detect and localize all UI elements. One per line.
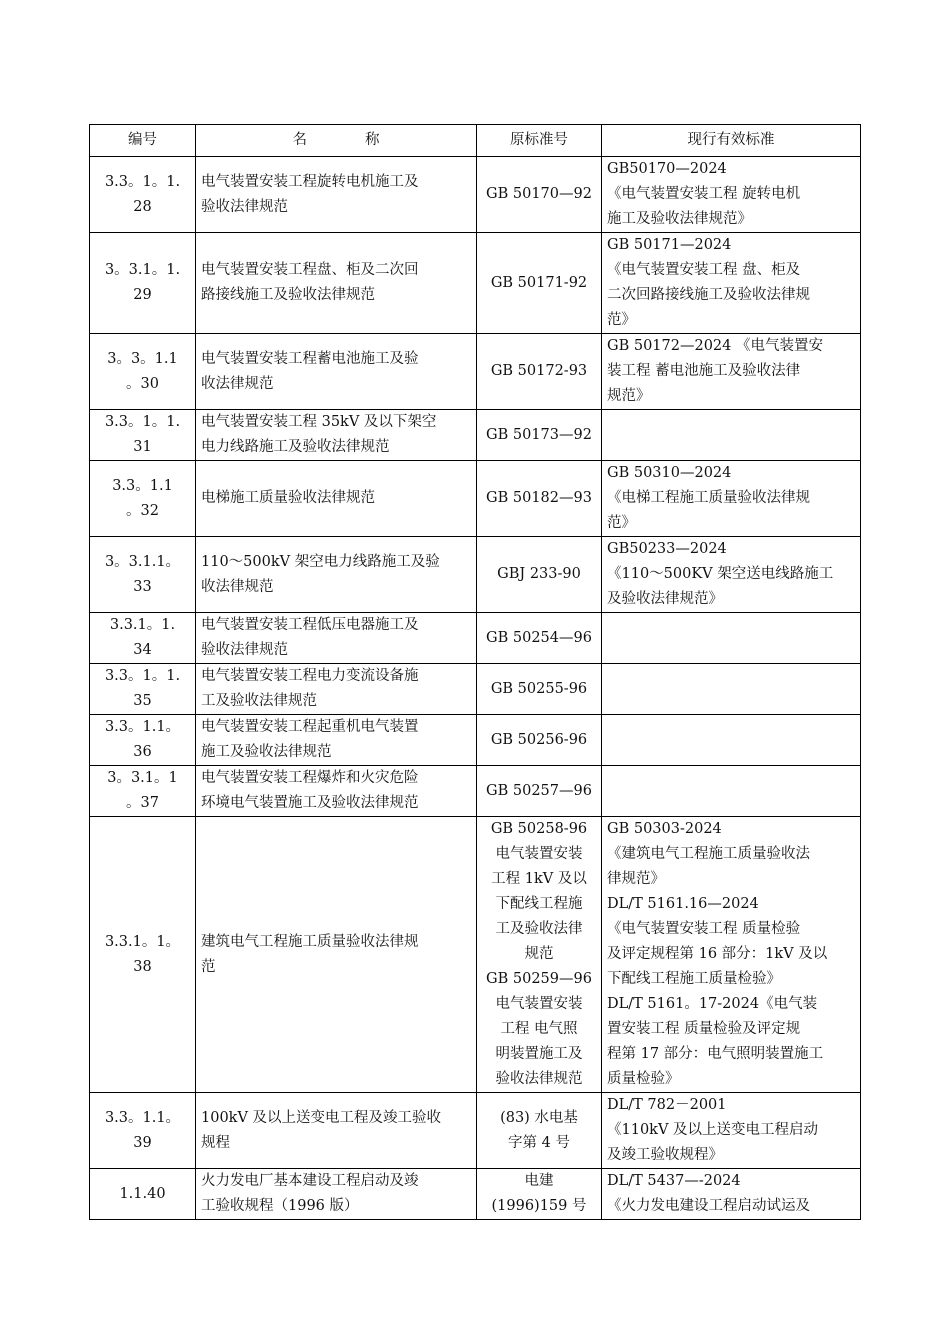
original-standard-cell-line: 工程 电气照 xyxy=(500,1021,578,1037)
number-cell xyxy=(90,461,196,537)
current-standard-cell-line: 质量检验》 xyxy=(607,1071,680,1087)
current-standard-cell xyxy=(602,461,861,537)
header-name: 名 称 xyxy=(196,125,477,157)
table-row xyxy=(90,664,861,715)
current-standard-cell-line: 程第 17 部分：电气照明装置施工 xyxy=(607,1046,824,1062)
original-standard-cell-line: GB 50258-96 xyxy=(490,821,588,837)
number-cell xyxy=(90,766,196,817)
number-cell xyxy=(90,817,196,1093)
original-standard-cell-line: 工及验收法律 xyxy=(495,921,583,937)
number-cell-line: 。32 xyxy=(126,502,159,519)
table-row xyxy=(90,461,861,537)
original-standard-cell-line: 电建 xyxy=(524,1173,554,1189)
original-standard-cell xyxy=(477,664,602,715)
number-cell xyxy=(90,664,196,715)
number-cell-line: 29 xyxy=(133,287,152,303)
original-standard-cell xyxy=(477,766,602,817)
name-cell-line: 施工及验收法律规范 xyxy=(201,744,332,760)
original-standard-cell xyxy=(477,157,602,233)
number-cell-line: 3.3。1.1。 xyxy=(104,719,181,735)
number-cell-line: 3.3。1.1。 xyxy=(104,1109,181,1126)
current-standard-cell-line: 律规范》 xyxy=(607,871,665,887)
current-standard-cell xyxy=(602,715,861,766)
number-cell-line: 3。3.1。1 xyxy=(107,770,178,786)
original-standard-cell-line: GB 50172-93 xyxy=(490,363,588,379)
original-standard-cell-line: 电气装置安装 xyxy=(495,846,583,862)
current-standard-cell xyxy=(602,410,861,461)
name-cell-line: 验收法律规范 xyxy=(201,198,288,215)
name-cell xyxy=(196,537,477,613)
number-cell-line: 28 xyxy=(133,198,152,215)
original-standard-cell-line: GB 50256-96 xyxy=(490,731,588,748)
current-standard-cell-line: 下配线工程施工质量检验》 xyxy=(607,971,781,987)
current-standard-cell-line: DL/T 5161.16—2024 xyxy=(607,896,759,912)
original-standard-cell xyxy=(477,817,602,1093)
number-cell-line: 3。3.1.1。 xyxy=(104,553,181,570)
name-cell-line: 工验收规程（1996 版） xyxy=(201,1198,359,1214)
number-cell-line: 1.1.40 xyxy=(119,1185,166,1202)
current-standard-cell-line: 《火力发电建设工程启动试运及 xyxy=(607,1198,810,1214)
current-standard-cell-line: 《建筑电气工程施工质量验收法 xyxy=(607,846,810,862)
current-standard-cell-line: 二次回路接线施工及验收法律规 xyxy=(607,287,810,303)
current-standard-cell xyxy=(602,334,861,410)
name-cell xyxy=(196,715,477,766)
number-cell xyxy=(90,613,196,664)
name-cell xyxy=(196,334,477,410)
current-standard-cell-line: GB 50310—2024 xyxy=(607,465,732,481)
name-cell-line: 环境电气装置施工及验收法律规范 xyxy=(201,795,419,811)
number-cell-line: 33 xyxy=(133,578,152,595)
name-cell-line: 电气装置安装工程 35kV 及以下架空 xyxy=(201,414,437,430)
number-cell xyxy=(90,410,196,461)
number-cell-line: 3.3。1。1. xyxy=(104,173,181,190)
name-cell-line: 电梯施工质量验收法律规范 xyxy=(201,490,375,506)
number-cell-line: 3.3.1。1。 xyxy=(104,933,181,950)
number-cell-line: 34 xyxy=(133,642,152,658)
current-standard-cell-line: 及验收法律规范》 xyxy=(607,591,723,607)
name-cell xyxy=(196,664,477,715)
current-standard-cell-line: 《110kV 及以上送变电工程启动 xyxy=(607,1122,819,1138)
table-row xyxy=(90,537,861,613)
current-standard-cell-line: 及评定规程第 16 部分：1kV 及以 xyxy=(607,946,828,962)
original-standard-cell-line: GB 50171-92 xyxy=(490,274,588,291)
number-cell-line: 3.3。1。1. xyxy=(104,414,181,430)
number-cell xyxy=(90,233,196,334)
name-cell xyxy=(196,157,477,233)
current-standard-cell-line: 及竣工验收规程》 xyxy=(607,1147,723,1163)
current-standard-cell-line: DL/T 782－2001 xyxy=(607,1097,727,1113)
current-standard-cell-line: 置安装工程 质量检验及评定规 xyxy=(607,1021,801,1037)
current-standard-cell-line: GB 50303-2024 xyxy=(607,821,722,837)
table-row xyxy=(90,157,861,233)
current-standard-cell-line: 《110～500KV 架空送电线路施工 xyxy=(607,566,834,582)
table-row xyxy=(90,334,861,410)
name-cell-line: 工及验收法律规范 xyxy=(201,693,317,709)
original-standard-cell xyxy=(477,537,602,613)
name-cell-line: 电气装置安装工程旋转电机施工及 xyxy=(201,173,419,190)
current-standard-cell xyxy=(602,766,861,817)
name-cell-line: 验收法律规范 xyxy=(201,642,288,658)
number-cell-line: 31 xyxy=(133,439,152,455)
name-cell-line: 收法律规范 xyxy=(201,375,274,392)
original-standard-cell-line: (83) 水电基 xyxy=(500,1109,578,1126)
name-cell-line: 收法律规范 xyxy=(201,578,274,595)
name-cell xyxy=(196,233,477,334)
current-standard-cell xyxy=(602,613,861,664)
table-row xyxy=(90,1093,861,1169)
current-standard-cell-line: GB 50171—2024 xyxy=(607,237,732,253)
table-row xyxy=(90,715,861,766)
current-standard-cell-line: 《电气装置安装工程 旋转电机 xyxy=(607,186,801,202)
original-standard-cell-line: GB 50170—92 xyxy=(486,186,592,202)
original-standard-cell-line: 工程 1kV 及以 xyxy=(491,871,587,887)
current-standard-cell-line: 范》 xyxy=(607,515,636,531)
current-standard-cell-line: DL/T 5161。17-2024《电气装 xyxy=(607,996,818,1012)
original-standard-cell-line: 电气装置安装 xyxy=(495,996,583,1012)
header-current-standard: 现行有效标准 xyxy=(602,125,861,157)
current-standard-cell-line: 《电气装置安装工程 质量检验 xyxy=(607,921,801,937)
name-cell-line: 电气装置安装工程爆炸和火灾危险 xyxy=(201,770,419,786)
current-standard-cell-line: 施工及验收法律规范》 xyxy=(607,211,752,227)
current-standard-cell-line: 《电梯工程施工质量验收法律规 xyxy=(607,490,810,506)
name-cell-line: 电气装置安装工程低压电器施工及 xyxy=(201,617,419,633)
original-standard-cell-line: 规范 xyxy=(524,946,554,962)
number-cell xyxy=(90,715,196,766)
number-cell xyxy=(90,157,196,233)
name-cell-line: 电气装置安装工程起重机电气装置 xyxy=(201,719,419,735)
header-number: 编号 xyxy=(90,125,196,157)
number-cell xyxy=(90,1093,196,1169)
name-cell-line: 电力线路施工及验收法律规范 xyxy=(201,439,390,455)
table-row xyxy=(90,1169,861,1220)
original-standard-cell-line: GB 50173—92 xyxy=(486,426,592,443)
current-standard-cell xyxy=(602,1093,861,1169)
original-standard-cell xyxy=(477,613,602,664)
original-standard-cell-line: 下配线工程施 xyxy=(495,896,583,912)
number-cell-line: 3.3。1.1 xyxy=(112,477,173,494)
number-cell-line: 38 xyxy=(133,958,152,975)
current-standard-cell-line: 《电气装置安装工程 盘、柜及 xyxy=(607,262,801,278)
name-cell xyxy=(196,1169,477,1220)
name-cell-line: 100kV 及以上送变电工程及竣工验收 xyxy=(201,1109,442,1126)
original-standard-cell-line: GB 50254—96 xyxy=(486,629,592,646)
number-cell-line: 39 xyxy=(133,1134,152,1151)
name-cell xyxy=(196,1093,477,1169)
name-cell-line: 电气装置安装工程蓄电池施工及验 xyxy=(201,350,419,367)
name-cell xyxy=(196,817,477,1093)
number-cell-line: 。30 xyxy=(126,375,159,392)
table-header-row xyxy=(90,125,861,157)
original-standard-cell xyxy=(477,715,602,766)
original-standard-cell xyxy=(477,410,602,461)
number-cell xyxy=(90,334,196,410)
table-row xyxy=(90,766,861,817)
current-standard-cell-line: 装工程 蓄电池施工及验收法律 xyxy=(607,363,801,379)
original-standard-cell-line: GB 50182—93 xyxy=(486,490,592,506)
current-standard-cell-line: DL/T 5437—-2024 xyxy=(607,1173,741,1189)
current-standard-cell-line: GB50233—2024 xyxy=(607,541,727,557)
current-standard-cell-line: GB50170—2024 xyxy=(607,161,727,177)
current-standard-cell-line: 范》 xyxy=(607,312,636,328)
number-cell-line: 。37 xyxy=(126,795,159,811)
current-standard-cell xyxy=(602,817,861,1093)
original-standard-cell-line: GBJ 233-90 xyxy=(497,566,581,582)
original-standard-cell-line: GB 50259—96 xyxy=(486,971,592,987)
table-row xyxy=(90,410,861,461)
table-row xyxy=(90,233,861,334)
original-standard-cell xyxy=(477,461,602,537)
current-standard-cell xyxy=(602,664,861,715)
name-cell-line: 110～500kV 架空电力线路施工及验 xyxy=(201,553,440,570)
original-standard-cell xyxy=(477,233,602,334)
number-cell-line: 3.3.1。1. xyxy=(109,617,176,633)
name-cell-line: 电气装置安装工程盘、柜及二次回 xyxy=(201,262,419,278)
number-cell-line: 3.3。1。1. xyxy=(104,668,181,684)
original-standard-cell xyxy=(477,1169,602,1220)
original-standard-cell-line: GB 50257—96 xyxy=(486,782,592,799)
current-standard-cell xyxy=(602,157,861,233)
number-cell xyxy=(90,1169,196,1220)
name-cell-line: 火力发电厂基本建设工程启动及竣 xyxy=(201,1173,419,1189)
number-cell-line: 3。3.1。1. xyxy=(104,262,181,278)
number-cell xyxy=(90,537,196,613)
number-cell-line: 35 xyxy=(133,693,152,709)
standards-table xyxy=(89,124,861,1220)
current-standard-cell xyxy=(602,537,861,613)
original-standard-cell xyxy=(477,334,602,410)
current-standard-cell-line: 规范》 xyxy=(607,388,651,404)
name-cell-line: 范 xyxy=(201,958,216,975)
name-cell-line: 规程 xyxy=(201,1134,230,1151)
table-row xyxy=(90,613,861,664)
original-standard-cell-line: 字第 4 号 xyxy=(508,1134,570,1151)
number-cell-line: 3。3。1.1 xyxy=(107,350,178,367)
original-standard-cell xyxy=(477,1093,602,1169)
current-standard-cell xyxy=(602,1169,861,1220)
original-standard-cell-line: 明装置施工及 xyxy=(495,1046,583,1062)
name-cell xyxy=(196,410,477,461)
number-cell-line: 36 xyxy=(133,744,152,760)
name-cell-line: 建筑电气工程施工质量验收法律规 xyxy=(201,933,419,950)
original-standard-cell-line: GB 50255-96 xyxy=(490,680,588,697)
name-cell-line: 路接线施工及验收法律规范 xyxy=(201,287,375,303)
table-row xyxy=(90,817,861,1093)
name-cell-line: 电气装置安装工程电力变流设备施 xyxy=(201,668,419,684)
name-cell xyxy=(196,613,477,664)
original-standard-cell-line: 验收法律规范 xyxy=(495,1071,583,1087)
current-standard-cell-line: GB 50172—2024 《电气装置安 xyxy=(607,338,823,354)
name-cell xyxy=(196,461,477,537)
current-standard-cell xyxy=(602,233,861,334)
original-standard-cell-line: (1996)159 号 xyxy=(491,1198,587,1214)
header-original-standard: 原标准号 xyxy=(477,125,602,157)
name-cell xyxy=(196,766,477,817)
